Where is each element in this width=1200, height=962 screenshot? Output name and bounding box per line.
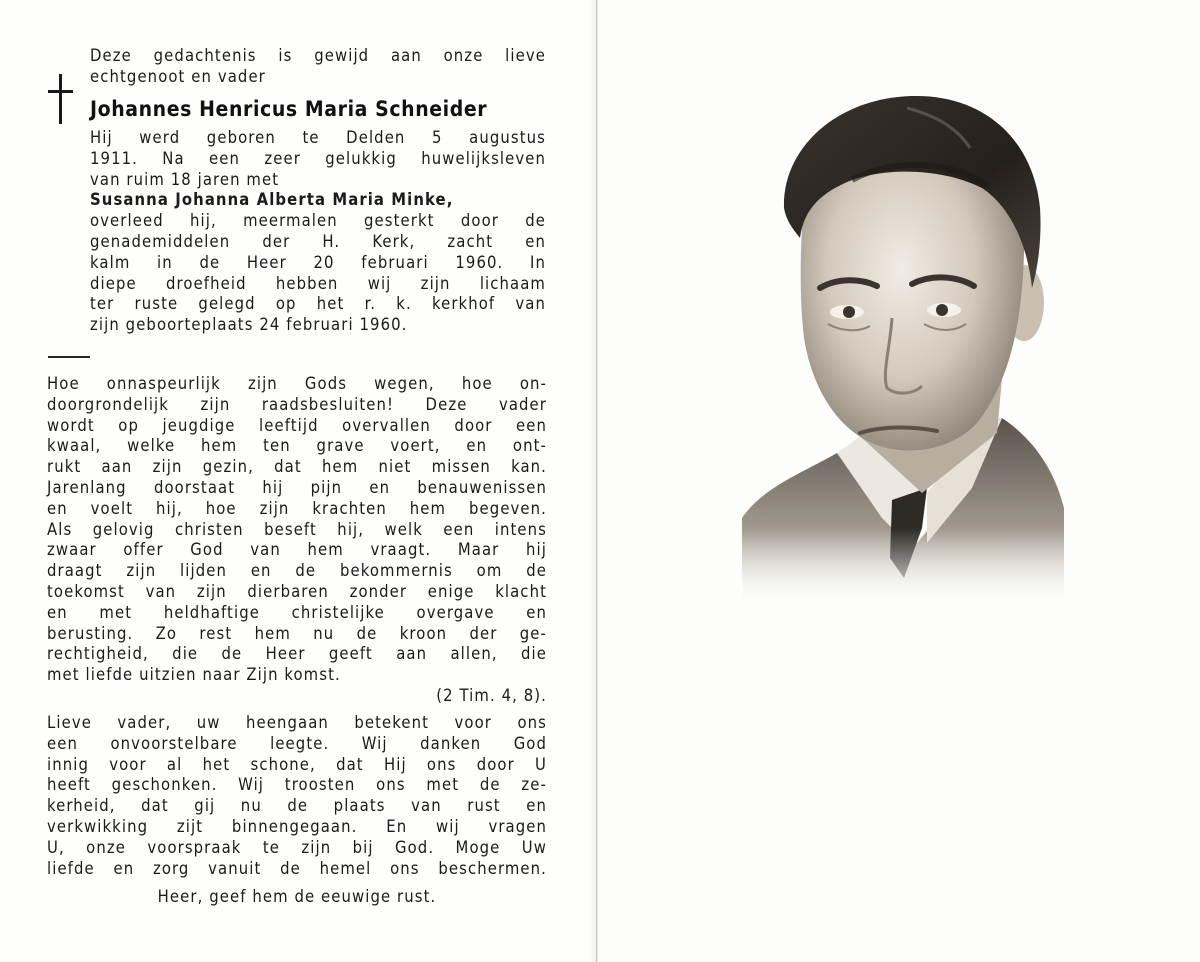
section-divider <box>48 356 90 358</box>
biography-line: diepe droefheid hebben wij zijn lichaam <box>90 273 546 293</box>
reflection-line: Hoe onnaspeurlijk zijn Gods wegen, hoe on- <box>47 374 547 393</box>
farewell-line: verkwikking zijt binnengegaan. En wij vragen <box>47 816 547 836</box>
farewell-line: innig voor al het schone, dat Hij ons door U <box>47 754 547 774</box>
farewell-paragraph <box>47 713 547 879</box>
biography-text <box>90 128 546 336</box>
portrait-photo <box>742 88 1064 608</box>
reflection-line: zwaar offer God van hem vraagt. Maar hij <box>47 540 547 560</box>
spouse-name: Susanna Johanna Alberta Maria Minke, <box>90 190 454 210</box>
reflection-line: en voelt hij, hoe zijn krachten hem begeven. <box>47 498 547 518</box>
biography-line: overleed hij, meermalen gesterkt door de <box>90 211 546 231</box>
farewell-line: een onvoorstelbare leegte. Wij danken God <box>47 733 547 753</box>
dedication-line: Deze gedachtenis is gewijd aan onze lieve <box>90 46 546 65</box>
reflection-line: Jarenlang doorstaat hij pijn en benauwenissen <box>47 477 547 497</box>
reflection-line: en met heldhaftige christelijke overgave en <box>47 602 547 622</box>
biography-line: Hij werd geboren te Delden 5 augustus <box>90 128 546 147</box>
dedication-line: echtgenoot en vader <box>90 66 266 86</box>
reflection-line: berusting. Zo rest hem nu de kroon der ge- <box>47 623 547 643</box>
farewell-line: Lieve vader, uw heengaan betekent voor ons <box>47 713 547 732</box>
reflection-line: Als gelovig christen beseft hij, welk een intens <box>47 519 547 539</box>
farewell-line: kerheid, dat gij nu de plaats van rust en <box>47 796 547 816</box>
biography-line: van ruim 18 jaren met <box>90 169 280 189</box>
reflection-line: toekomst van zijn dierbaren zonder enige klacht <box>47 581 547 601</box>
reflection-line: doorgrondelijk zijn raadsbesluiten! Deze vader <box>47 394 547 414</box>
biography-line: kalm in de Heer 20 februari 1960. In <box>90 252 546 272</box>
farewell-line: U, onze voorspraak te zijn bij God. Moge Uw <box>47 837 547 857</box>
reflection-line: rukt aan zijn gezin, dat hem niet missen kan. <box>47 457 547 477</box>
reflection-line: wordt op jeugdige leeftijd overvallen door een <box>47 415 547 435</box>
reflection-line: rechtigheid, die de Heer geeft aan allen, die <box>47 644 547 664</box>
biography-line: ter ruste gelegd op het r. k. kerkhof van <box>90 294 546 314</box>
reflection-line: kwaal, welke hem ten grave voert, en ont- <box>47 436 547 456</box>
deceased-name: Johannes Henricus Maria Schneider <box>90 97 488 121</box>
biography-line: 1911. Na een zeer gelukkig huwelijksleven <box>90 148 546 168</box>
farewell-line: liefde en zorg vanuit de hemel ons beschermen. <box>47 858 547 878</box>
biography-line: zijn geboorteplaats 24 februari 1960. <box>90 315 408 335</box>
cross-icon <box>47 74 75 124</box>
reflection-paragraph <box>47 374 547 686</box>
reflection-line: met liefde uitzien naar Zijn komst. <box>47 665 341 685</box>
text-panel <box>0 0 597 962</box>
scripture-citation: (2 Tim. 4, 8). <box>436 686 547 705</box>
biography-line: genademiddelen der H. Kerk, zacht en <box>90 231 546 251</box>
closing-prayer: Heer, geef hem de eeuwige rust. <box>157 887 437 906</box>
reflection-line: draagt zijn lijden en de bekommernis om de <box>47 561 547 581</box>
dedication-text <box>90 46 546 88</box>
farewell-line: heeft geschonken. Wij troosten ons met de ze- <box>47 775 547 795</box>
